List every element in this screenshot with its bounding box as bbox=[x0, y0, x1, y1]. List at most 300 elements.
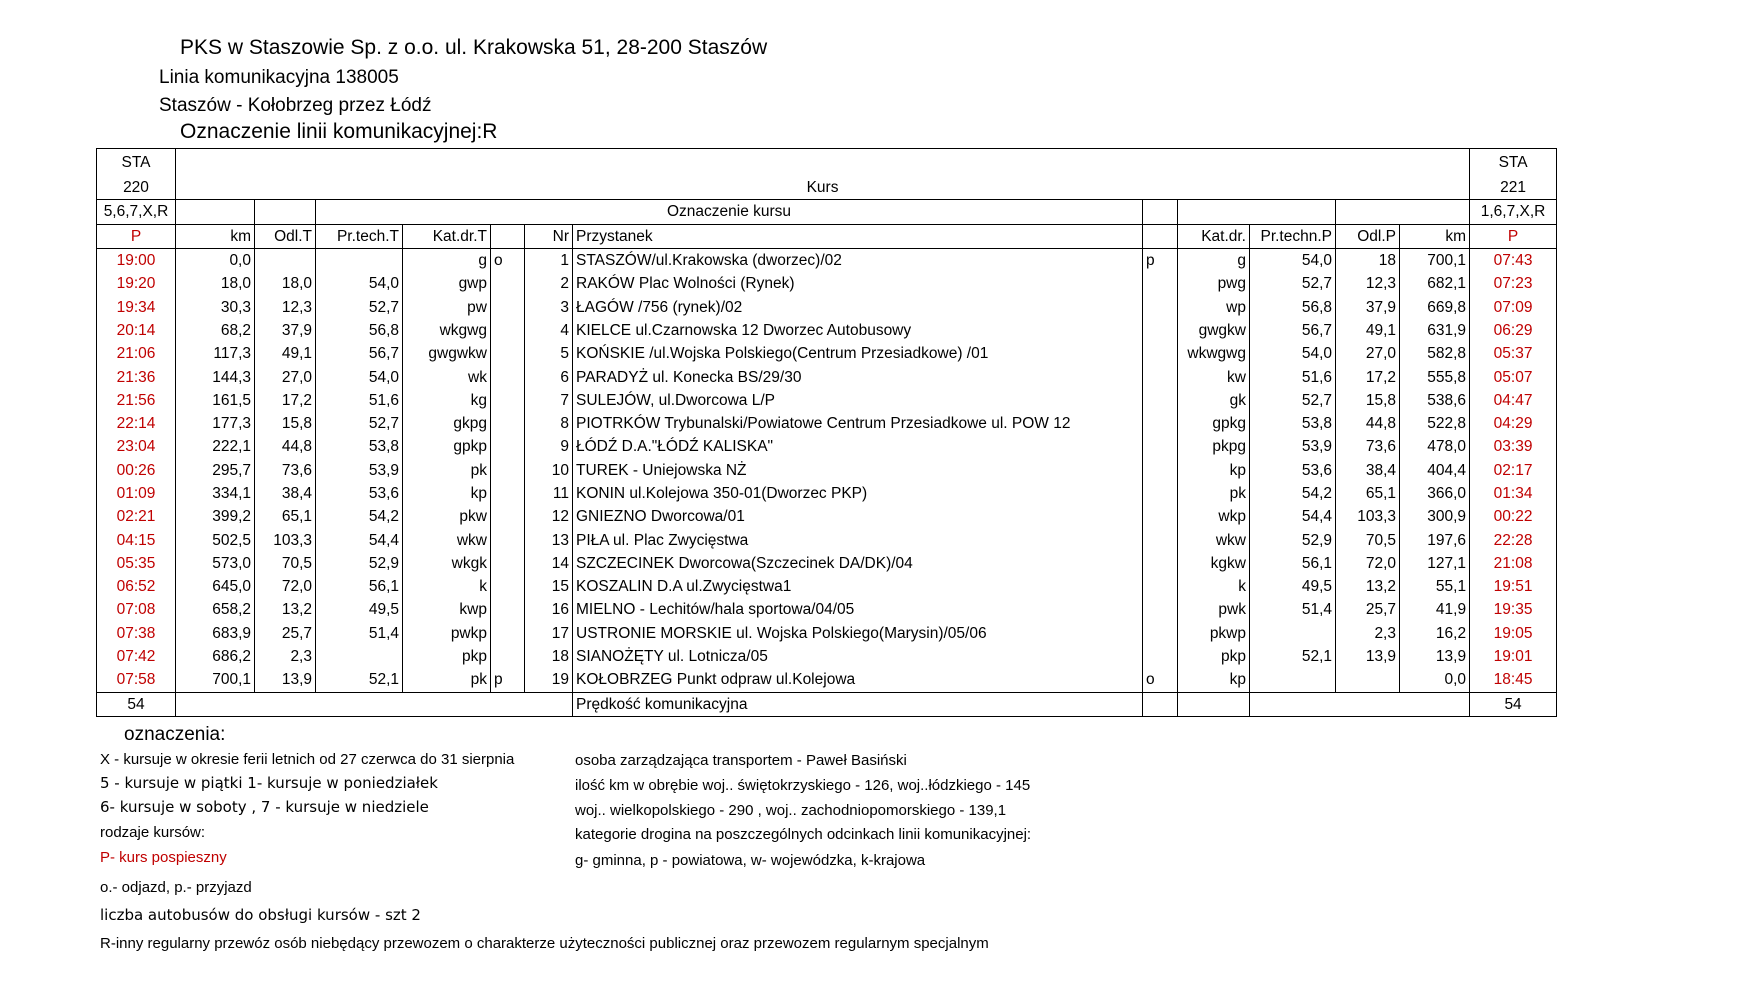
flag-right-cell bbox=[1143, 389, 1178, 412]
time-left: 04:15 bbox=[97, 528, 176, 551]
kat-dr-t-cell: pk bbox=[403, 459, 491, 482]
odl-t-cell: 73,6 bbox=[255, 459, 316, 482]
kat-dr-cell: gk bbox=[1178, 389, 1250, 412]
flag-left-cell bbox=[491, 552, 525, 575]
flag-left-cell bbox=[491, 295, 525, 318]
flag-left-cell: o bbox=[491, 248, 525, 272]
line-designation: Oznaczenie linii komunikacyjnej:R bbox=[180, 120, 498, 143]
table-row bbox=[97, 645, 1557, 668]
km-p-cell: 700,1 bbox=[1400, 248, 1470, 272]
time-right: 05:07 bbox=[1493, 368, 1533, 386]
line-number: Linia komunikacyjna 138005 bbox=[159, 67, 399, 88]
odl-t-cell: 13,9 bbox=[255, 668, 316, 692]
flag-right-cell bbox=[1143, 412, 1178, 435]
odl-t-cell: 70,5 bbox=[255, 552, 316, 575]
km-p-cell: 366,0 bbox=[1400, 482, 1470, 505]
nr-cell: 7 bbox=[525, 389, 573, 412]
odl-t-cell: 12,3 bbox=[255, 295, 316, 318]
table-row bbox=[97, 248, 1557, 272]
table-row bbox=[97, 505, 1557, 528]
kat-dr-t-cell: k bbox=[403, 575, 491, 598]
col-przystanek: Przystanek bbox=[573, 224, 1143, 248]
time-right: 04:47 bbox=[1493, 391, 1533, 409]
nr-cell: 16 bbox=[525, 598, 573, 621]
stop-name: KOŁOBRZEG Punkt odpraw ul.Kolejowa bbox=[573, 668, 1143, 692]
odl-t-cell: 65,1 bbox=[255, 505, 316, 528]
km-cell: 686,2 bbox=[176, 645, 255, 668]
time-left: 20:14 bbox=[97, 319, 176, 342]
table-row bbox=[97, 528, 1557, 551]
legend-fast-course: P- kurs pospieszny bbox=[100, 849, 227, 866]
table-row bbox=[97, 435, 1557, 458]
left-speed: 54 bbox=[97, 692, 176, 716]
time-left: 07:08 bbox=[97, 598, 176, 621]
col-nr: Nr bbox=[525, 224, 573, 248]
flag-left-cell bbox=[491, 365, 525, 388]
pr-techn-p-cell: 54,4 bbox=[1250, 505, 1336, 528]
flag-left-cell bbox=[491, 272, 525, 295]
col-kat-dr-t: Kat.dr.T bbox=[403, 224, 491, 248]
flag-left-cell bbox=[491, 528, 525, 551]
odl-p-cell: 17,2 bbox=[1336, 365, 1400, 388]
km-p-cell: 197,6 bbox=[1400, 528, 1470, 551]
flag-left-cell bbox=[491, 482, 525, 505]
pr-techn-p-cell: 52,7 bbox=[1250, 389, 1336, 412]
kat-dr-cell: pkpg bbox=[1178, 435, 1250, 458]
odl-p-cell: 12,3 bbox=[1336, 272, 1400, 295]
nr-cell: 11 bbox=[525, 482, 573, 505]
table-row bbox=[97, 668, 1557, 692]
table-row bbox=[97, 272, 1557, 295]
odl-t-cell: 27,0 bbox=[255, 365, 316, 388]
flag-right-cell bbox=[1143, 342, 1178, 365]
legend-km-1: ilość km w obrębie woj.. świętokrzyskiego - 126, woj..łódzkiego - 145 bbox=[575, 777, 1031, 794]
nr-cell: 5 bbox=[525, 342, 573, 365]
pr-tech-t-cell: 54,4 bbox=[316, 528, 403, 551]
km-cell: 144,3 bbox=[176, 365, 255, 388]
kat-dr-t-cell: pwkp bbox=[403, 622, 491, 645]
right-speed: 54 bbox=[1504, 695, 1522, 713]
pr-techn-p-cell: 52,7 bbox=[1250, 272, 1336, 295]
odl-p-cell: 13,9 bbox=[1336, 645, 1400, 668]
kat-dr-t-cell: gkpg bbox=[403, 412, 491, 435]
col-odl-t: Odl.T bbox=[255, 224, 316, 248]
km-p-cell: 13,9 bbox=[1400, 645, 1470, 668]
stop-name: PIOTRKÓW Trybunalski/Powiatowe Centrum Przesiadkowe ul. POW 12 bbox=[573, 412, 1143, 435]
kat-dr-t-cell: wkgk bbox=[403, 552, 491, 575]
flag-right-cell bbox=[1143, 598, 1178, 621]
odl-t-cell: 25,7 bbox=[255, 622, 316, 645]
pr-techn-p-cell: 53,8 bbox=[1250, 412, 1336, 435]
flag-left-cell bbox=[491, 435, 525, 458]
time-right: 07:23 bbox=[1493, 275, 1533, 293]
stop-name: KIELCE ul.Czarnowska 12 Dworzec Autobusowy bbox=[573, 319, 1143, 342]
flag-right-cell bbox=[1143, 272, 1178, 295]
nr-cell: 12 bbox=[525, 505, 573, 528]
flag-left-cell bbox=[491, 459, 525, 482]
table-row bbox=[97, 598, 1557, 621]
km-cell: 502,5 bbox=[176, 528, 255, 551]
flag-right-cell bbox=[1143, 575, 1178, 598]
time-left: 21:36 bbox=[97, 365, 176, 388]
time-left: 00:26 bbox=[97, 459, 176, 482]
pr-techn-p-cell: 52,1 bbox=[1250, 645, 1336, 668]
flag-right-cell bbox=[1143, 365, 1178, 388]
odl-t-cell bbox=[255, 248, 316, 272]
km-p-cell: 127,1 bbox=[1400, 552, 1470, 575]
km-cell: 222,1 bbox=[176, 435, 255, 458]
flag-left-cell bbox=[491, 645, 525, 668]
odl-t-cell: 2,3 bbox=[255, 645, 316, 668]
km-p-cell: 300,9 bbox=[1400, 505, 1470, 528]
legend-bus-count: liczba autobusów do obsługi kursów - szt 2 bbox=[100, 906, 421, 924]
odl-p-cell: 2,3 bbox=[1336, 622, 1400, 645]
nr-cell: 9 bbox=[525, 435, 573, 458]
pr-techn-p-cell: 51,6 bbox=[1250, 365, 1336, 388]
time-right: 01:34 bbox=[1493, 485, 1533, 502]
km-cell: 161,5 bbox=[176, 389, 255, 412]
stop-name: SIANOŻĘTY ul. Lotnicza/05 bbox=[573, 645, 1143, 668]
odl-t-cell: 37,9 bbox=[255, 319, 316, 342]
km-p-cell: 555,8 bbox=[1400, 365, 1470, 388]
col-km: km bbox=[176, 224, 255, 248]
time-left: 07:58 bbox=[97, 668, 176, 692]
stop-name: MIELNO - Lechitów/hala sportowa/04/05 bbox=[573, 598, 1143, 621]
table-row bbox=[97, 622, 1557, 645]
odl-t-cell: 38,4 bbox=[255, 482, 316, 505]
pr-tech-t-cell: 52,9 bbox=[316, 552, 403, 575]
legend-manager: osoba zarządzająca transportem - Paweł Basiński bbox=[575, 752, 907, 769]
time-left: 19:00 bbox=[97, 248, 176, 272]
stop-name: SZCZECINEK Dworcowa(Szczecinek DA/DK)/04 bbox=[573, 552, 1143, 575]
odl-t-cell: 44,8 bbox=[255, 435, 316, 458]
odl-t-cell: 103,3 bbox=[255, 528, 316, 551]
legend-title: oznaczenia: bbox=[124, 724, 226, 745]
odl-t-cell: 15,8 bbox=[255, 412, 316, 435]
kat-dr-t-cell: kg bbox=[403, 389, 491, 412]
kat-dr-cell: g bbox=[1178, 248, 1250, 272]
pr-techn-p-cell: 56,8 bbox=[1250, 295, 1336, 318]
pr-techn-p-cell: 54,0 bbox=[1250, 248, 1336, 272]
flag-right-cell bbox=[1143, 295, 1178, 318]
km-p-cell: 522,8 bbox=[1400, 412, 1470, 435]
km-cell: 700,1 bbox=[176, 668, 255, 692]
pr-tech-t-cell: 54,0 bbox=[316, 365, 403, 388]
col-pr-tech-t: Pr.tech.T bbox=[316, 224, 403, 248]
time-left: 21:06 bbox=[97, 342, 176, 365]
stop-name: ŁÓDŹ D.A."ŁÓDŹ KALISKA" bbox=[573, 435, 1143, 458]
kat-dr-cell: kw bbox=[1178, 365, 1250, 388]
pr-tech-t-cell: 52,1 bbox=[316, 668, 403, 692]
pr-techn-p-cell bbox=[1250, 668, 1336, 692]
flag-left-cell bbox=[491, 622, 525, 645]
time-left: 07:38 bbox=[97, 622, 176, 645]
time-right: 18:45 bbox=[1493, 671, 1533, 689]
km-p-cell: 538,6 bbox=[1400, 389, 1470, 412]
pr-tech-t-cell: 52,7 bbox=[316, 412, 403, 435]
time-left: 07:42 bbox=[97, 645, 176, 668]
pr-tech-t-cell: 56,7 bbox=[316, 342, 403, 365]
company-title: PKS w Staszowie Sp. z o.o. ul. Krakowska 51, 28-200 Staszów bbox=[180, 36, 768, 59]
flag-right-cell: p bbox=[1143, 248, 1178, 272]
col-kat-dr: Kat.dr. bbox=[1178, 224, 1250, 248]
footer-row bbox=[97, 692, 1557, 716]
kat-dr-cell: wp bbox=[1178, 295, 1250, 318]
kat-dr-cell: pwg bbox=[1178, 272, 1250, 295]
km-p-cell: 631,9 bbox=[1400, 319, 1470, 342]
stop-name: SULEJÓW, ul.Dworcowa L/P bbox=[573, 389, 1143, 412]
nr-cell: 18 bbox=[525, 645, 573, 668]
km-p-cell: 669,8 bbox=[1400, 295, 1470, 318]
pr-techn-p-cell: 56,7 bbox=[1250, 319, 1336, 342]
odl-p-cell: 70,5 bbox=[1336, 528, 1400, 551]
km-cell: 399,2 bbox=[176, 505, 255, 528]
odl-p-cell: 73,6 bbox=[1336, 435, 1400, 458]
col-p-left: P bbox=[97, 224, 176, 248]
flag-left-cell bbox=[491, 389, 525, 412]
flag-left-cell bbox=[491, 412, 525, 435]
pr-tech-t-cell: 52,7 bbox=[316, 295, 403, 318]
legend-types: rodzaje kursów: bbox=[100, 824, 206, 841]
nr-cell: 19 bbox=[525, 668, 573, 692]
left-course-code: STA bbox=[97, 149, 176, 177]
kat-dr-cell: kp bbox=[1178, 459, 1250, 482]
table-row bbox=[97, 342, 1557, 365]
odl-p-cell: 27,0 bbox=[1336, 342, 1400, 365]
odl-p-cell: 65,1 bbox=[1336, 482, 1400, 505]
stop-name: RAKÓW Plac Wolności (Rynek) bbox=[573, 272, 1143, 295]
kat-dr-t-cell: wkgwg bbox=[403, 319, 491, 342]
km-p-cell: 41,9 bbox=[1400, 598, 1470, 621]
time-left: 02:21 bbox=[97, 505, 176, 528]
time-right: 03:39 bbox=[1493, 438, 1533, 456]
time-left: 22:14 bbox=[97, 412, 176, 435]
nr-cell: 3 bbox=[525, 295, 573, 318]
col-km-p: km bbox=[1400, 224, 1470, 248]
right-course-code: STA bbox=[1470, 149, 1557, 177]
legend-categories: g- gminna, p - powiatowa, w- wojewódzka, k-krajowa bbox=[575, 852, 926, 869]
time-right: 19:51 bbox=[1493, 578, 1533, 596]
time-left: 06:52 bbox=[97, 575, 176, 598]
table-row bbox=[97, 575, 1557, 598]
pr-techn-p-cell: 51,4 bbox=[1250, 598, 1336, 621]
time-right: 04:29 bbox=[1493, 415, 1533, 433]
flag-right-cell bbox=[1143, 459, 1178, 482]
pr-tech-t-cell: 53,9 bbox=[316, 459, 403, 482]
kurs-label: Kurs bbox=[806, 179, 839, 197]
nr-cell: 8 bbox=[525, 412, 573, 435]
odl-t-cell: 13,2 bbox=[255, 598, 316, 621]
kat-dr-cell: pwk bbox=[1178, 598, 1250, 621]
flag-left-cell bbox=[491, 575, 525, 598]
nr-cell: 1 bbox=[525, 248, 573, 272]
flag-right-cell: o bbox=[1143, 668, 1178, 692]
flag-right-cell bbox=[1143, 505, 1178, 528]
nr-cell: 10 bbox=[525, 459, 573, 482]
km-cell: 117,3 bbox=[176, 342, 255, 365]
nr-cell: 14 bbox=[525, 552, 573, 575]
table-row bbox=[97, 482, 1557, 505]
legend-r-note: R-inny regularny przewóz osób niebędący przewozem o charakterze użyteczności publicznej oraz przewozem regularnym specjalnym bbox=[100, 935, 989, 952]
pr-tech-t-cell: 54,2 bbox=[316, 505, 403, 528]
pr-techn-p-cell: 53,6 bbox=[1250, 459, 1336, 482]
flag-right-cell bbox=[1143, 528, 1178, 551]
flag-right-cell bbox=[1143, 622, 1178, 645]
kat-dr-cell: kgkw bbox=[1178, 552, 1250, 575]
table-row bbox=[97, 552, 1557, 575]
kat-dr-cell: wkwgwg bbox=[1178, 342, 1250, 365]
kat-dr-t-cell: gwp bbox=[403, 272, 491, 295]
km-cell: 334,1 bbox=[176, 482, 255, 505]
nr-cell: 4 bbox=[525, 319, 573, 342]
km-cell: 645,0 bbox=[176, 575, 255, 598]
course-designation-label: Oznaczenie kursu bbox=[316, 200, 1143, 224]
speed-label: Prędkość komunikacyjna bbox=[573, 692, 1143, 716]
kat-dr-cell: kp bbox=[1178, 668, 1250, 692]
kat-dr-t-cell: pk bbox=[403, 668, 491, 692]
stop-name: KOŃSKIE /ul.Wojska Polskiego(Centrum Przesiadkowe) /01 bbox=[573, 342, 1143, 365]
odl-p-cell: 49,1 bbox=[1336, 319, 1400, 342]
km-p-cell: 582,8 bbox=[1400, 342, 1470, 365]
odl-t-cell: 49,1 bbox=[255, 342, 316, 365]
time-right: 07:09 bbox=[1493, 298, 1533, 316]
km-cell: 683,9 bbox=[176, 622, 255, 645]
odl-t-cell: 18,0 bbox=[255, 272, 316, 295]
col-p-right: P bbox=[1507, 227, 1519, 245]
pr-tech-t-cell: 53,6 bbox=[316, 482, 403, 505]
time-right: 19:01 bbox=[1493, 648, 1533, 666]
flag-left-cell bbox=[491, 319, 525, 342]
pr-tech-t-cell: 49,5 bbox=[316, 598, 403, 621]
kat-dr-cell: gpkg bbox=[1178, 412, 1250, 435]
route-name: Staszów - Kołobrzeg przez Łódź bbox=[159, 95, 432, 116]
pr-techn-p-cell: 56,1 bbox=[1250, 552, 1336, 575]
kat-dr-cell: pkp bbox=[1178, 645, 1250, 668]
km-cell: 658,2 bbox=[176, 598, 255, 621]
stop-name: PARADYŻ ul. Konecka BS/29/30 bbox=[573, 365, 1143, 388]
stop-name: TUREK - Uniejowska NŻ bbox=[573, 459, 1143, 482]
time-right: 19:35 bbox=[1493, 601, 1533, 619]
stop-name: KONIN ul.Kolejowa 350-01(Dworzec PKP) bbox=[573, 482, 1143, 505]
kat-dr-cell: pk bbox=[1178, 482, 1250, 505]
km-cell: 295,7 bbox=[176, 459, 255, 482]
pr-techn-p-cell: 52,9 bbox=[1250, 528, 1336, 551]
odl-p-cell bbox=[1336, 668, 1400, 692]
legend-days-2: 6- kursuje w soboty , 7 - kursuje w niedziele bbox=[100, 798, 429, 816]
km-cell: 0,0 bbox=[176, 248, 255, 272]
time-left: 21:56 bbox=[97, 389, 176, 412]
kat-dr-cell: k bbox=[1178, 575, 1250, 598]
flag-left-cell: p bbox=[491, 668, 525, 692]
odl-p-cell: 44,8 bbox=[1336, 412, 1400, 435]
odl-t-cell: 72,0 bbox=[255, 575, 316, 598]
km-p-cell: 478,0 bbox=[1400, 435, 1470, 458]
kat-dr-t-cell: g bbox=[403, 248, 491, 272]
km-cell: 18,0 bbox=[176, 272, 255, 295]
pr-tech-t-cell: 51,4 bbox=[316, 622, 403, 645]
legend-x: X - kursuje w okresie ferii letnich od 27 czerwca do 31 sierpnia bbox=[100, 751, 515, 768]
time-right: 19:05 bbox=[1493, 624, 1533, 642]
kat-dr-t-cell: pkw bbox=[403, 505, 491, 528]
km-cell: 30,3 bbox=[176, 295, 255, 318]
pr-tech-t-cell: 53,8 bbox=[316, 435, 403, 458]
odl-t-cell: 17,2 bbox=[255, 389, 316, 412]
time-right: 05:37 bbox=[1493, 345, 1533, 363]
nr-cell: 6 bbox=[525, 365, 573, 388]
timetable bbox=[96, 148, 1557, 717]
stop-name: STASZÓW/ul.Krakowska (dworzec)/02 bbox=[573, 248, 1143, 272]
nr-cell: 17 bbox=[525, 622, 573, 645]
table-row bbox=[97, 412, 1557, 435]
kat-dr-t-cell: wk bbox=[403, 365, 491, 388]
kat-dr-t-cell: kwp bbox=[403, 598, 491, 621]
odl-p-cell: 18 bbox=[1336, 248, 1400, 272]
stop-name: USTRONIE MORSKIE ul. Wojska Polskiego(Marysin)/05/06 bbox=[573, 622, 1143, 645]
kat-dr-t-cell: pkp bbox=[403, 645, 491, 668]
legend-category-title: kategorie drogina na poszczególnych odcinkach linii komunikacyjnej: bbox=[575, 826, 1032, 843]
time-right: 21:08 bbox=[1493, 554, 1533, 572]
pr-techn-p-cell: 54,2 bbox=[1250, 482, 1336, 505]
time-right: 07:43 bbox=[1493, 252, 1533, 270]
nr-cell: 15 bbox=[525, 575, 573, 598]
flag-left-cell bbox=[491, 342, 525, 365]
nr-cell: 13 bbox=[525, 528, 573, 551]
nr-cell: 2 bbox=[525, 272, 573, 295]
kat-dr-t-cell: gwgwkw bbox=[403, 342, 491, 365]
col-pr-techn-p: Pr.techn.P bbox=[1250, 224, 1336, 248]
odl-p-cell: 72,0 bbox=[1336, 552, 1400, 575]
pr-techn-p-cell: 54,0 bbox=[1250, 342, 1336, 365]
pr-tech-t-cell: 54,0 bbox=[316, 272, 403, 295]
odl-p-cell: 15,8 bbox=[1336, 389, 1400, 412]
left-course-number: 220 bbox=[97, 176, 176, 200]
kat-dr-cell: pkwp bbox=[1178, 622, 1250, 645]
km-cell: 177,3 bbox=[176, 412, 255, 435]
legend-km-2: woj.. wielkopolskiego - 290 , woj.. zachodniopomorskiego - 139,1 bbox=[575, 802, 1007, 819]
time-left: 19:20 bbox=[97, 272, 176, 295]
time-right: 00:22 bbox=[1493, 508, 1533, 526]
pr-techn-p-cell: 53,9 bbox=[1250, 435, 1336, 458]
right-course-number: 221 bbox=[1470, 176, 1557, 200]
time-left: 05:35 bbox=[97, 552, 176, 575]
km-p-cell: 55,1 bbox=[1400, 575, 1470, 598]
km-cell: 68,2 bbox=[176, 319, 255, 342]
odl-p-cell: 38,4 bbox=[1336, 459, 1400, 482]
left-days: 5,6,7,X,R bbox=[97, 200, 176, 224]
kat-dr-cell: wkw bbox=[1178, 528, 1250, 551]
odl-p-cell: 37,9 bbox=[1336, 295, 1400, 318]
flag-right-cell bbox=[1143, 552, 1178, 575]
flag-left-cell bbox=[491, 598, 525, 621]
time-left: 23:04 bbox=[97, 435, 176, 458]
odl-p-cell: 103,3 bbox=[1336, 505, 1400, 528]
pr-tech-t-cell: 56,8 bbox=[316, 319, 403, 342]
table-row bbox=[97, 319, 1557, 342]
kat-dr-t-cell: pw bbox=[403, 295, 491, 318]
flag-left-cell bbox=[491, 505, 525, 528]
table-row bbox=[97, 295, 1557, 318]
odl-p-cell: 25,7 bbox=[1336, 598, 1400, 621]
flag-right-cell bbox=[1143, 435, 1178, 458]
stop-name: ŁAGÓW /756 (rynek)/02 bbox=[573, 295, 1143, 318]
km-p-cell: 16,2 bbox=[1400, 622, 1470, 645]
km-p-cell: 0,0 bbox=[1400, 668, 1470, 692]
legend-days-1: 5 - kursuje w piątki 1- kursuje w poniedziałek bbox=[100, 774, 438, 792]
col-odl-p: Odl.P bbox=[1336, 224, 1400, 248]
km-p-cell: 682,1 bbox=[1400, 272, 1470, 295]
odl-p-cell: 13,2 bbox=[1336, 575, 1400, 598]
table-row bbox=[97, 365, 1557, 388]
